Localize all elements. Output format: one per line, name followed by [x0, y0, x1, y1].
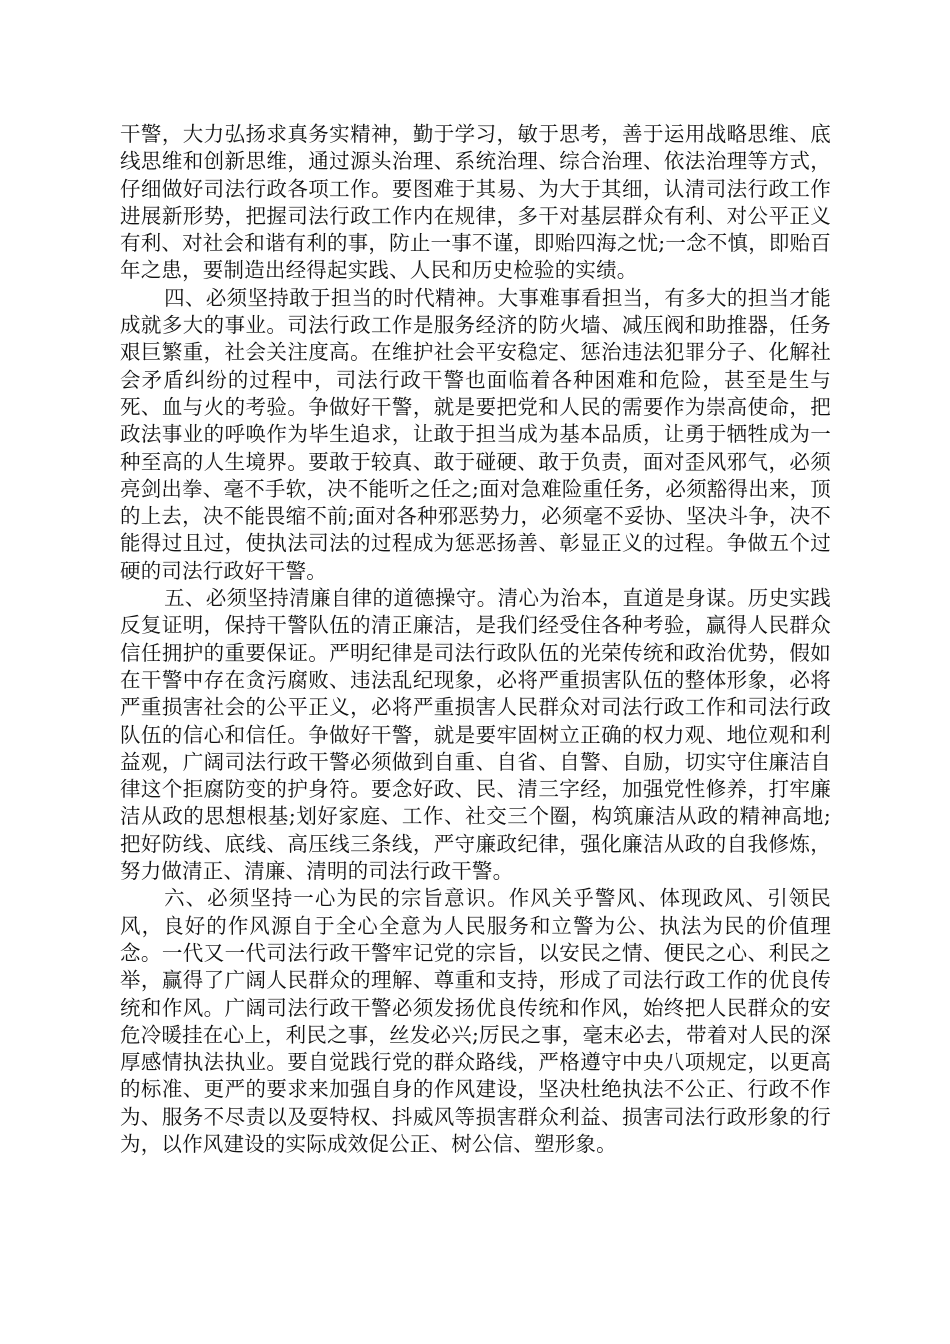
paragraph-section-four: 四、必须坚持敢于担当的时代精神。大事难事看担当，有多大的担当才能成就多大的事业。司法行政工作是服务经济的防火墙、减压阀和助推器，任务艰巨繁重，社会关注度高。在维护社会平安稳定、惩治违法犯罪分子、化解社会矛盾纠纷的过程中，司法行政干警也面临着各种困难和危险，甚至是生与死、血与火的考验。争做好干警，就是要把党和人民的需要作为崇高使命，把政法事业的呼唤作为毕生追求，让敢于担当成为基本品质，让勇于牺牲成为一种至高的人生境界。要敢于较真、敢于碰硬、敢于负责，面对歪风邪气，必须亮剑出拳、毫不手软，决不能听之任之;面对急难险重任务，必须豁得出来，顶的上去，决不能畏缩不前;面对各种邪恶势力，必须毫不妥协、坚决斗争，决不能得过且过，使执法司法的过程成为惩恶扬善、彰显正义的过程。争做五个过硬的司法行政好干警。: [120, 285, 831, 583]
paragraph-section-five: 五、必须坚持清廉自律的道德操守。清心为治本，直道是身谋。历史实践反复证明，保持干警队伍的清正廉洁，是我们经受住各种考验，赢得人民群众信任拥护的重要保证。严明纪律是司法行政队伍的光荣传统和政治优势，假如在干警中存在贪污腐败、违法乱纪现象，必将严重损害队伍的整体形象，必将严重损害社会的公平正义，必将严重损害人民群众对司法行政工作和司法行政队伍的信心和信任。争做好干警，就是要牢固树立正确的权力观、地位观和利益观，广阔司法行政干警必须做到自重、自省、自警、自励，切实守住廉洁自律这个拒腐防变的护身符。要念好政、民、清三字经，加强党性修养，打牢廉洁从政的思想根基;划好家庭、工作、社交三个圈，构筑廉洁从政的精神高地;把好防线、底线、高压线三条线，严守廉政纪律，强化廉洁从政的自我修炼，努力做清正、清廉、清明的司法行政干警。: [120, 586, 831, 884]
body-text: [120, 121, 831, 1158]
paragraph-continuation: 干警，大力弘扬求真务实精神，勤于学习，敏于思考，善于运用战略思维、底线思维和创新思维，通过源头治理、系统治理、综合治理、依法治理等方式，仔细做好司法行政各项工作。要图难于其易、为大于其细，认清司法行政工作进展新形势，把握司法行政工作内在规律，多干对基层群众有利、对公平正义有利、对社会和谐有利的事，防止一事不谨，即贻四海之忧;一念不慎，即贻百年之患，要制造出经得起实践、人民和历史检验的实绩。: [120, 122, 831, 283]
paragraph-section-six: 六、必须坚持一心为民的宗旨意识。作风关乎警风、体现政风、引领民风，良好的作风源自于全心全意为人民服务和立警为公、执法为民的价值理念。一代又一代司法行政干警牢记党的宗旨，以安民之情、便民之心、利民之举，赢得了广阔人民群众的理解、尊重和支持，形成了司法行政工作的优良传统和作风。广阔司法行政干警必须发扬优良传统和作风，始终把人民群众的安危冷暖挂在心上，利民之事，丝发必兴;厉民之事，毫末必去，带着对人民的深厚感情执法执业。要自觉践行党的群众路线，严格遵守中央八项规定，以更高的标准、更严的要求来加强自身的作风建设，坚决杜绝执法不公正、行政不作为、服务不尽责以及耍特权、抖威风等损害群众利益、损害司法行政形象的行为，以作风建设的实际成效促公正、树公信、塑形象。: [120, 886, 831, 1156]
